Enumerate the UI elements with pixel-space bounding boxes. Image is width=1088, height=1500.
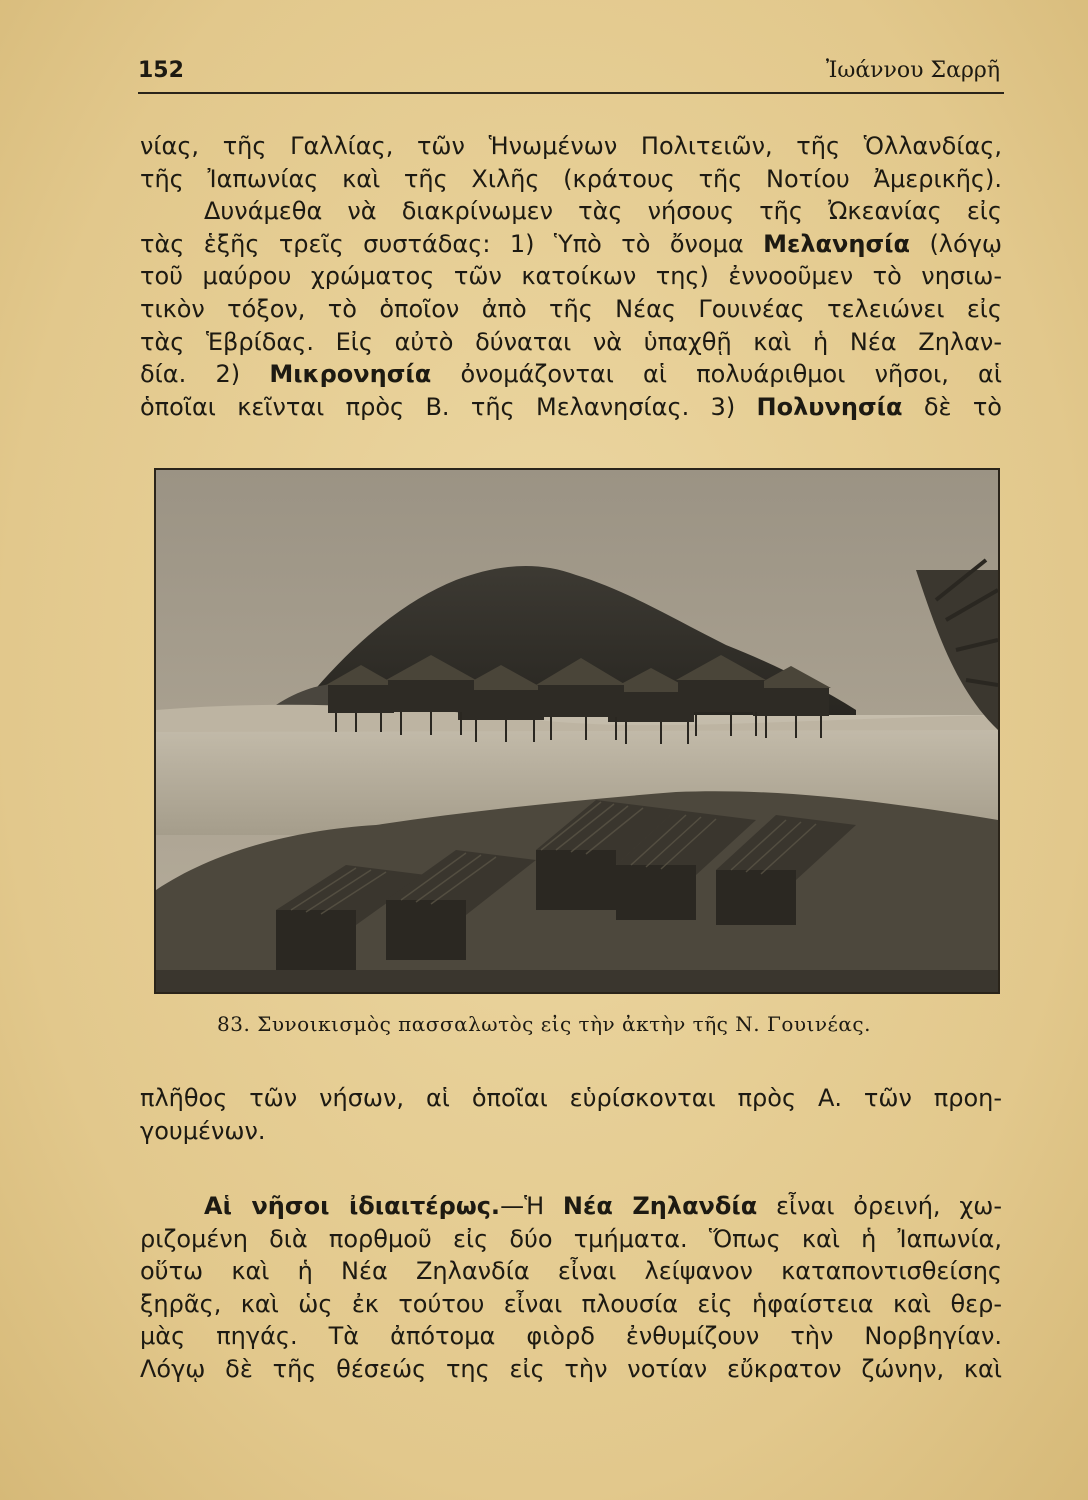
text-line: πλῆθος τῶν νήσων, αἱ ὁποῖαι εὑρίσκονται πρὸς Α. τῶν προη-: [140, 1084, 1002, 1112]
page-number: 152: [138, 58, 184, 83]
text-line: τῆς Ἰαπωνίας καὶ τῆς Χιλῆς (κράτους τῆς Νοτίου Ἀμερικῆς).: [140, 164, 1002, 193]
text-line: τικὸν τόξον, τὸ ὁποῖον ἀπὸ τῆς Νέας Γουινέας τελειώνει εἰς: [140, 294, 1002, 323]
text-line: [140, 391, 1002, 424]
page-header: [138, 56, 1004, 94]
text-line: ριζομένη διὰ πορθμοῦ εἰς δύο τμήματα. Ὅπως καὶ ἡ Ἰαπωνία,: [140, 1224, 1002, 1253]
figure-caption: 83. Συνοικισμὸς πασσαλωτὸς εἰς τὴν ἀκτὴν τῆς Ν. Γουινέας.: [217, 1012, 871, 1036]
term-micronesia: Μικρονησία: [269, 360, 432, 389]
text-line: τὰς Ἑβρίδας. Εἰς αὐτὸ δύναται νὰ ὑπαχθῇ καὶ ἡ Νέα Ζηλαν-: [140, 327, 1002, 356]
text-line: γουμένων.: [140, 1116, 266, 1145]
running-head: Ἰωάννου Σαρρῆ: [825, 58, 1000, 83]
stilt-village-photo: [154, 468, 1000, 994]
text-run: ὁποῖαι κεῖνται πρὸς Β. τῆς Μελανησίας. 3): [140, 392, 757, 421]
paragraph-polynesia-continued: [140, 1082, 1002, 1147]
text-line: μὰς πηγάς. Τὰ ἀπότομα φιὸρδ ἐνθυμίζουν τὴν Νορβηγίαν.: [140, 1322, 1002, 1351]
paragraph-islands-in-particular: [140, 1190, 1002, 1386]
text-line: [140, 358, 1002, 391]
term-melanesia: Μελανησία: [763, 229, 911, 258]
term-polynesia: Πολυνησία: [756, 392, 903, 421]
text-line: ξηρᾶς, καὶ ὡς ἐκ τούτου εἶναι πλουσία εἰς ἡφαίστεια καὶ θερ-: [140, 1289, 1002, 1318]
text-line: νίας, τῆς Γαλλίας, τῶν Ἡνωμένων Πολιτειῶν, τῆς Ὁλλανδίας,: [140, 132, 1002, 160]
text-run: εἶναι ὀρεινή, χω-: [757, 1192, 1002, 1220]
text-line: τοῦ μαύρου χρώματος τῶν κατοίκων της) ἐννοοῦμεν τὸ νησιω-: [140, 262, 1002, 291]
text-run: τὰς ἑξῆς τρεῖς συστάδας: 1) Ὑπὸ τὸ ὄνομα: [140, 229, 764, 258]
section-heading: Αἱ νῆσοι ἰδιαιτέρως.: [204, 1192, 501, 1220]
text-line: Δυνάμεθα νὰ διακρίνωμεν τὰς νήσους τῆς Ὠκεανίας εἰς: [204, 197, 1002, 226]
text-line: Λόγῳ δὲ τῆς θέσεώς της εἰς τὴν νοτίαν εὔκρατον ζώνην, καὶ: [140, 1354, 1002, 1383]
text-run: (λόγῳ: [910, 229, 1002, 258]
term-new-zealand: Νέα Ζηλανδία: [562, 1192, 758, 1220]
text-line: [140, 228, 1002, 261]
text-run: δὲ τὸ: [902, 392, 1002, 421]
text-line: [140, 1190, 1002, 1223]
text-line: οὕτω καὶ ἡ Νέα Ζηλανδία εἶναι λείψανον καταποντισθείσης: [140, 1257, 1002, 1286]
text-run: δία. 2): [140, 360, 270, 389]
paragraph-oceania-groups: [140, 130, 1002, 423]
text-run: —Ἡ: [500, 1192, 563, 1220]
text-run: ὀνομάζονται αἱ πολυάριθμοι νῆσοι, αἱ: [431, 360, 1002, 389]
